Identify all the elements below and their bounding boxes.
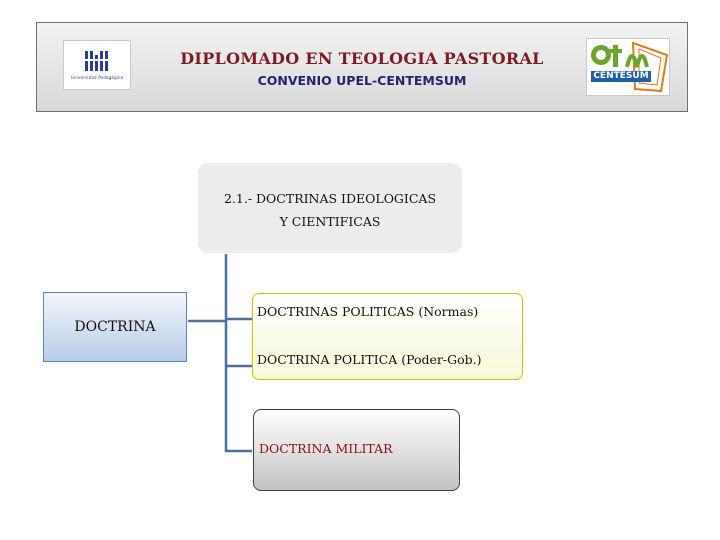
branch-item-politica-poder: DOCTRINA POLITICA (Poder-Gob.) xyxy=(257,352,482,367)
branch-item-militar: DOCTRINA MILITAR xyxy=(259,441,393,456)
page-subtitle: CONVENIO UPEL-CENTEMSUM xyxy=(257,73,467,88)
root-node-label: DOCTRINA xyxy=(74,319,156,335)
topic-line-1: 2.1.- DOCTRINAS IDEOLOGICAS xyxy=(223,191,437,206)
centesum-fine-print: · · · · · · · · · · xyxy=(610,84,632,88)
topic-line-2: Y CIENTIFICAS xyxy=(279,214,381,229)
branch-item-politicas-normas: DOCTRINAS POLITICAS (Normas) xyxy=(257,304,479,319)
page-title: DIPLOMADO EN TEOLOGIA PASTORAL xyxy=(180,49,544,68)
centesum-wordmark: CENTESUM xyxy=(591,71,651,82)
upel-logo-caption: Universidad Pedagógica xyxy=(70,75,124,80)
connector-trunk xyxy=(226,254,252,451)
root-node xyxy=(43,292,187,362)
